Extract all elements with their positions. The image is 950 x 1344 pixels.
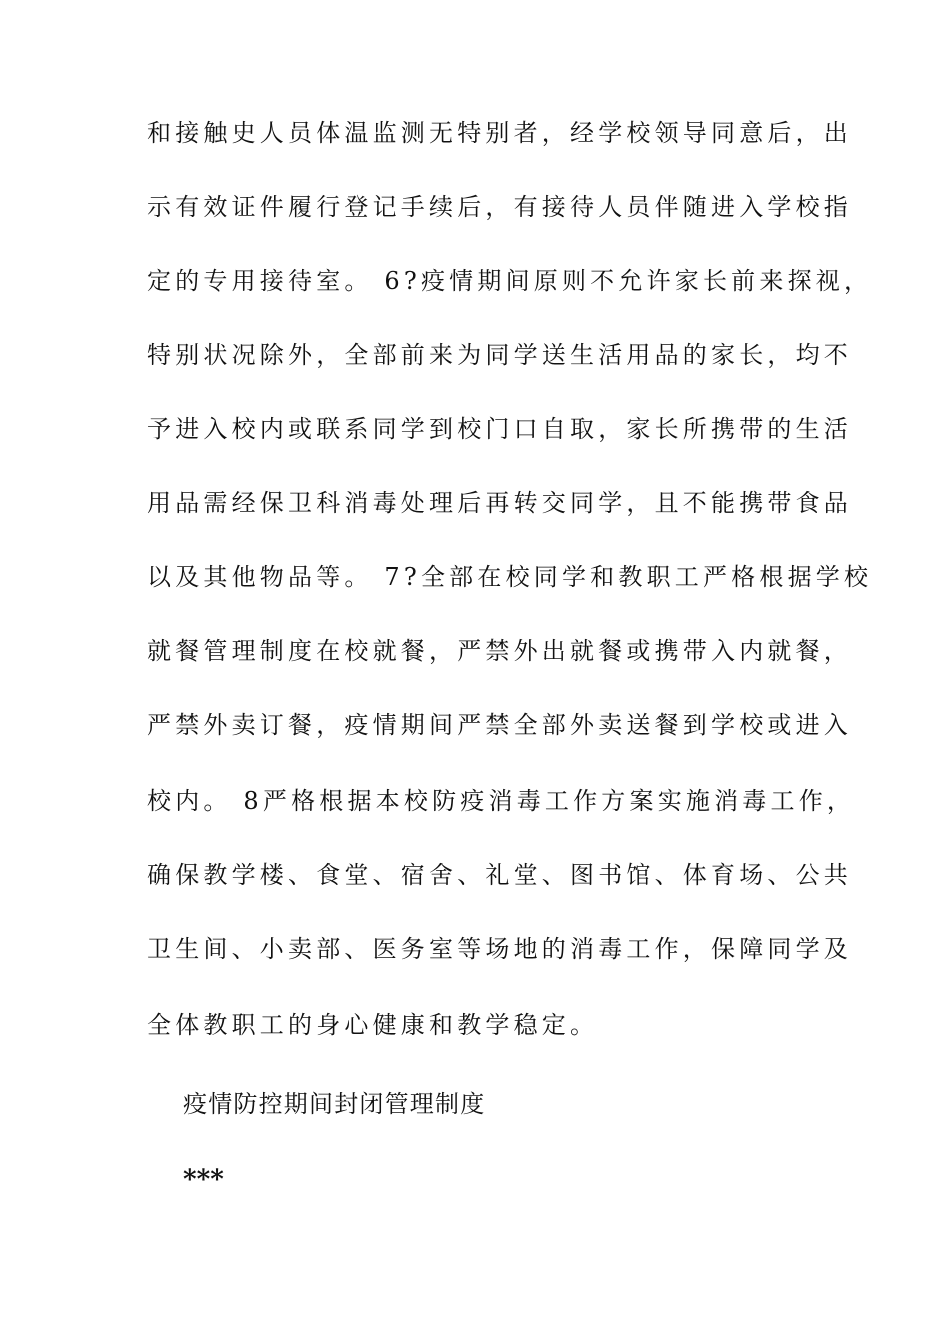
body-text-line: 严禁外卖订餐，疫情期间严禁全部外卖送餐到学校或进入: [147, 711, 852, 739]
body-text-line: 示有效证件履行登记手续后，有接待人员伴随进入学校指: [147, 193, 852, 221]
body-text-line: 用品需经保卫科消毒处理后再转交同学，且不能携带食品: [147, 489, 852, 517]
body-text-line: 校内。 8严格根据本校防疫消毒工作方案实施消毒工作，: [147, 787, 856, 815]
body-text-line: 确保教学楼、食堂、宿舍、礼堂、图书馆、体育场、公共: [147, 861, 852, 889]
author-placeholder: ***: [183, 1165, 224, 1195]
body-text-line: 全体教职工的身心健康和教学稳定。: [147, 1011, 599, 1039]
body-text-line: 定的专用接待室。 6?疫情期间原则不允许家长前来探视，: [147, 267, 873, 295]
body-text-line: 以及其他物品等。 7?全部在校同学和教职工严格根据学校: [147, 563, 873, 591]
body-text-line: 就餐管理制度在校就餐，严禁外出就餐或携带入内就餐，: [147, 637, 852, 665]
section-heading: 疫情防控期间封闭管理制度: [183, 1090, 486, 1118]
body-text-line: 卫生间、小卖部、医务室等场地的消毒工作，保障同学及: [147, 935, 852, 963]
body-text-line: 和接触史人员体温监测无特别者，经学校领导同意后，出: [147, 119, 852, 147]
body-text-line: 特别状况除外，全部前来为同学送生活用品的家长，均不: [147, 341, 852, 369]
body-text-line: 予进入校内或联系同学到校门口自取，家长所携带的生活: [147, 415, 852, 443]
